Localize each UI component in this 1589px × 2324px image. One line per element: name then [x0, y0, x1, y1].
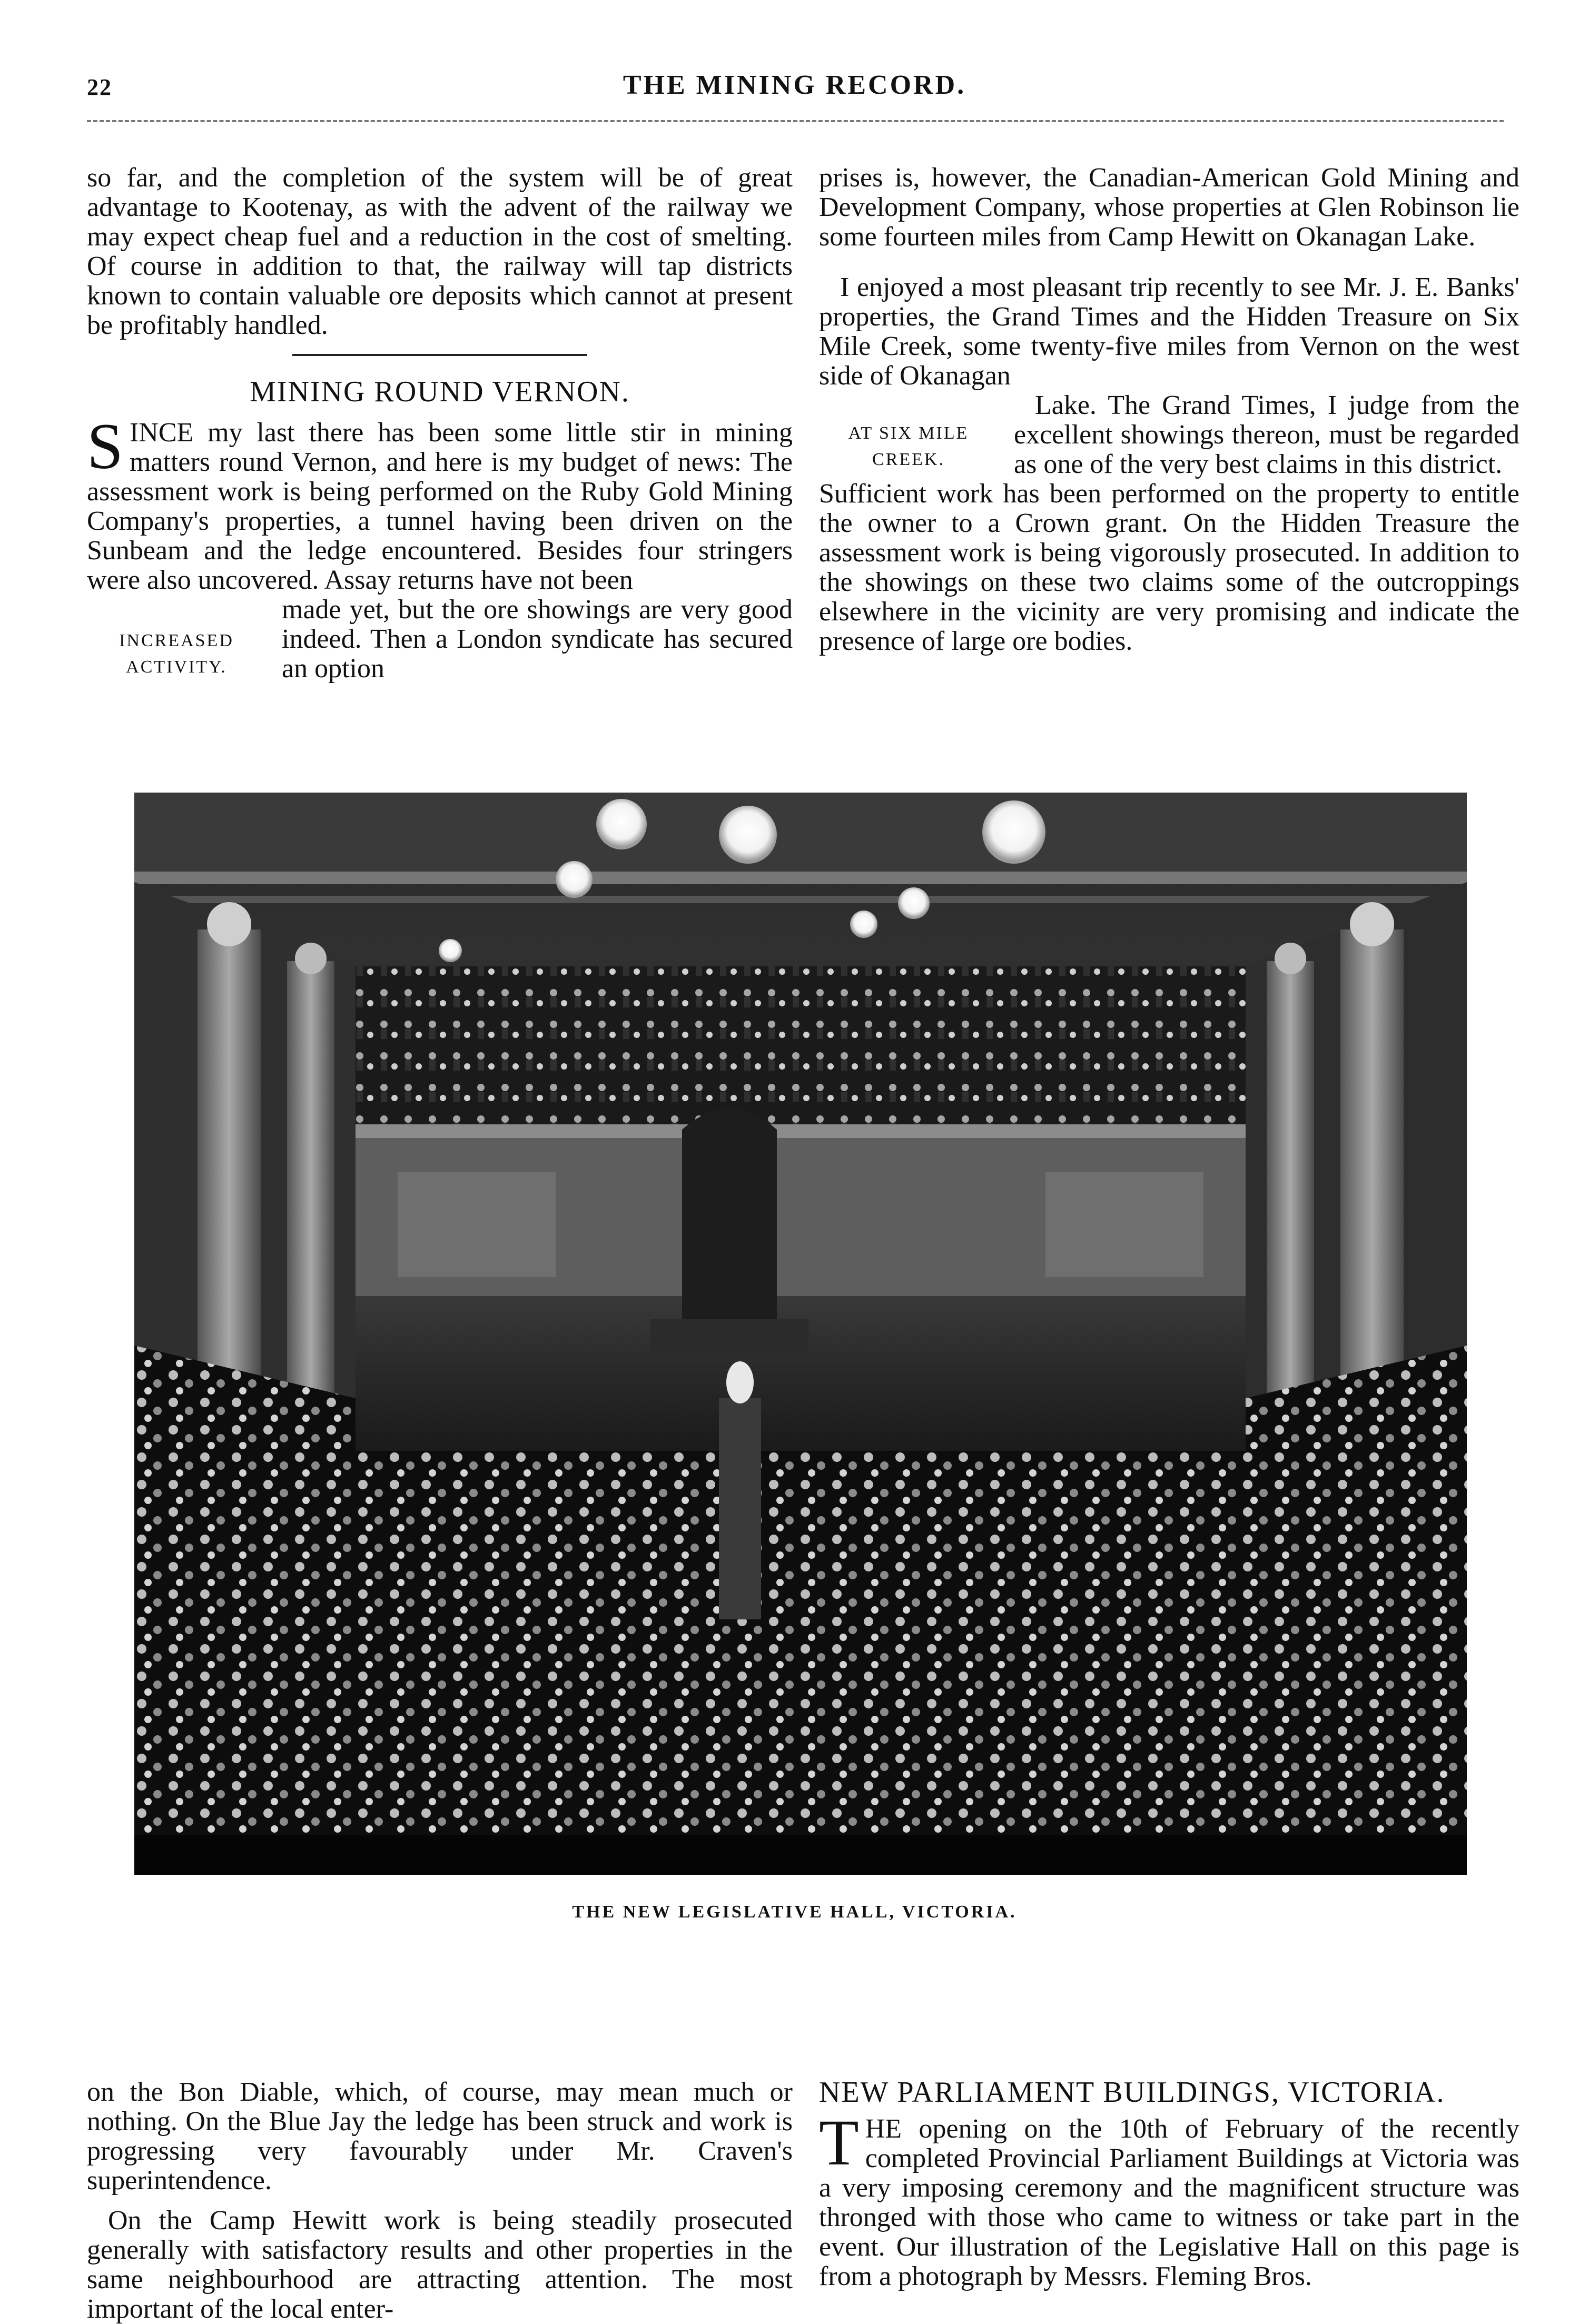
right-column-bottom	[819, 2078, 1519, 2291]
enterprises-paragraph: prises is, however, the Canadian-American Gold Mining and Development Company, whose properties at Glen Robinson lie some fourteen miles from Camp Hewitt on Okanagan Lake.	[819, 163, 1519, 252]
parliament-paragraph: THE opening on the 10th of February of the recently completed Provincial Parliament Buildings at Victoria was a very imposing ceremony and the magnificent structure was thronged with those who came to witness or take part in the event. Our illustration of the Legislative Hall on this page is from a photograph by Messrs. Fleming Bros.	[819, 2107, 1519, 2291]
left-column-top	[87, 163, 793, 684]
continued-paragraph: so far, and the completion of the system will be of great advantage to Kootenay, as with the advent of the railway we may expect cheap fuel and a reduction in the cost of smelting. Of course in addition to that, the railway will tap districts known to contain valuable ore deposits which cannot at present be profitably handled.	[87, 163, 793, 340]
sidenote-block-right	[819, 391, 1519, 479]
sidenote-block	[87, 595, 793, 684]
legislative-hall-photograph	[134, 793, 1467, 1875]
sidenote-increased-activity: INCREASED ACTIVITY.	[119, 631, 234, 677]
right-column-top	[819, 163, 1519, 656]
six-mile-paragraph-b: Lake. The Grand Times, I judge from the excellent showings thereon, must be regarded as one of the very best claims in this district.	[1014, 390, 1519, 479]
journal-title: THE MINING RECORD.	[623, 70, 966, 100]
vernon-paragraph-a: SINCE my last there has been some little stir in mining matters round Vernon, and here is my budget of news: The assessment work is being performed on the Ruby Gold Mining Company's properties, a tunnel having been driven on the Sunbeam and the ledge encountered. Besides four stringers were also uncovered. Assay returns have not been	[87, 410, 793, 595]
section-heading-vernon: MINING ROUND VERNON.	[250, 375, 630, 408]
left-column-bottom	[87, 2078, 793, 2324]
vernon-paragraph-b: made yet, but the ore showings are very good indeed. Then a London syndicate has secured an option	[282, 595, 793, 684]
bon-diable-paragraph: on the Bon Diable, which, of course, may mean much or nothing. On the Blue Jay the ledge has been struck and work is progressing very favourably under Mr. Craven's superintendence.	[87, 2077, 793, 2196]
sidenote-six-mile-creek: AT SIX MILE CREEK.	[848, 423, 969, 469]
dropcap: T	[819, 2107, 859, 2179]
camp-hewitt-paragraph: On the Camp Hewitt work is being steadily prosecuted generally with satisfactory results and other properties in the same neighbourhood are attracting attention. The most important of the local enter-	[87, 2206, 793, 2324]
page-number: 22	[87, 74, 112, 100]
section-heading-parliament: NEW PARLIAMENT BUILDINGS, VICTORIA.	[819, 2076, 1445, 2109]
section-divider	[292, 354, 587, 356]
photograph-illustration	[134, 793, 1467, 1875]
six-mile-paragraph-a: I enjoyed a most pleasant trip recently to see Mr. J. E. Banks' properties, the Grand Times and the Hidden Treasure on Six Mile Creek, some twenty-five miles from Vernon on the west side of Okanagan	[819, 272, 1519, 391]
header-rule	[87, 120, 1504, 122]
six-mile-paragraph-c: Sufficient work has been performed on the property to entitle the owner to a Crown grant. On the Hidden Treasure the assessment work is being vigorously prosecuted. In addition to the showings on these two claims some of the outcroppings elsewhere in the vicinity are very promising and indicate the presence of large ore bodies.	[819, 479, 1519, 656]
figure-caption: THE NEW LEGISLATIVE HALL, VICTORIA.	[572, 1902, 1017, 1922]
dropcap: S	[87, 410, 123, 482]
